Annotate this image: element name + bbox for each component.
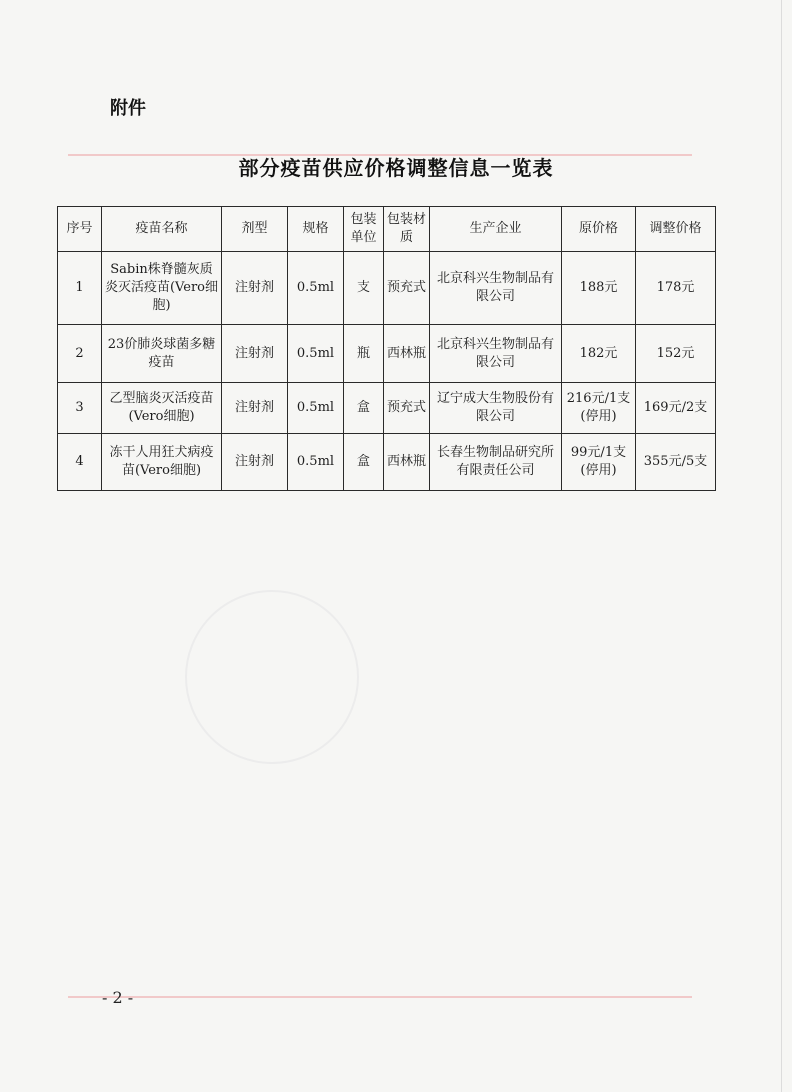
cell-original-price: 99元/1支(停用) <box>562 434 636 491</box>
cell-manufacturer: 长春生物制品研究所有限责任公司 <box>430 434 562 491</box>
cell-dosage-form: 注射剂 <box>222 383 288 434</box>
cell-dosage-form: 注射剂 <box>222 252 288 325</box>
cell-vaccine-name: 23价肺炎球菌多糖疫苗 <box>102 325 222 383</box>
cell-vaccine-name: 乙型脑炎灭活疫苗(Vero细胞) <box>102 383 222 434</box>
cell-adjusted-price: 355元/5支 <box>636 434 716 491</box>
cell-adjusted-price: 152元 <box>636 325 716 383</box>
cell-original-price: 216元/1支(停用) <box>562 383 636 434</box>
header-no: 序号 <box>58 207 102 252</box>
cell-package-material: 西林瓶 <box>384 434 430 491</box>
header-dosage-form: 剂型 <box>222 207 288 252</box>
cell-manufacturer: 北京科兴生物制品有限公司 <box>430 325 562 383</box>
header-manufacturer: 生产企业 <box>430 207 562 252</box>
cell-original-price: 182元 <box>562 325 636 383</box>
vaccine-price-table <box>57 206 716 491</box>
cell-original-price: 188元 <box>562 252 636 325</box>
cell-manufacturer: 北京科兴生物制品有限公司 <box>430 252 562 325</box>
cell-package-unit: 盒 <box>344 383 384 434</box>
cell-package-material: 预充式 <box>384 383 430 434</box>
cell-package-unit: 支 <box>344 252 384 325</box>
table-row <box>58 325 716 383</box>
header-adjusted-price: 调整价格 <box>636 207 716 252</box>
header-package-material: 包装材质 <box>384 207 430 252</box>
document-title: 部分疫苗供应价格调整信息一览表 <box>238 156 554 180</box>
cell-package-unit: 盒 <box>344 434 384 491</box>
header-specification: 规格 <box>288 207 344 252</box>
attachment-label: 附件 <box>110 98 146 119</box>
header-package-unit: 包装单位 <box>344 207 384 252</box>
footer-red-rule <box>68 996 692 998</box>
header-original-price: 原价格 <box>562 207 636 252</box>
cell-manufacturer: 辽宁成大生物股份有限公司 <box>430 383 562 434</box>
cell-package-material: 预充式 <box>384 252 430 325</box>
cell-no: 4 <box>58 434 102 491</box>
table-row <box>58 434 716 491</box>
page-number: - 2 - <box>102 988 134 1007</box>
cell-specification: 0.5ml <box>288 434 344 491</box>
cell-vaccine-name: Sabin株脊髓灰质炎灭活疫苗(Vero细胞) <box>102 252 222 325</box>
table-row <box>58 383 716 434</box>
cell-no: 1 <box>58 252 102 325</box>
table-header-row <box>58 207 716 252</box>
header-vaccine-name: 疫苗名称 <box>102 207 222 252</box>
table-row <box>58 252 716 325</box>
cell-package-material: 西林瓶 <box>384 325 430 383</box>
cell-dosage-form: 注射剂 <box>222 325 288 383</box>
cell-no: 2 <box>58 325 102 383</box>
bleed-through-seal <box>185 590 359 764</box>
cell-specification: 0.5ml <box>288 252 344 325</box>
cell-no: 3 <box>58 383 102 434</box>
cell-package-unit: 瓶 <box>344 325 384 383</box>
cell-dosage-form: 注射剂 <box>222 434 288 491</box>
cell-specification: 0.5ml <box>288 383 344 434</box>
cell-specification: 0.5ml <box>288 325 344 383</box>
cell-adjusted-price: 169元/2支 <box>636 383 716 434</box>
bleed-through-watermark <box>150 72 710 142</box>
cell-adjusted-price: 178元 <box>636 252 716 325</box>
cell-vaccine-name: 冻干人用狂犬病疫苗(Vero细胞) <box>102 434 222 491</box>
